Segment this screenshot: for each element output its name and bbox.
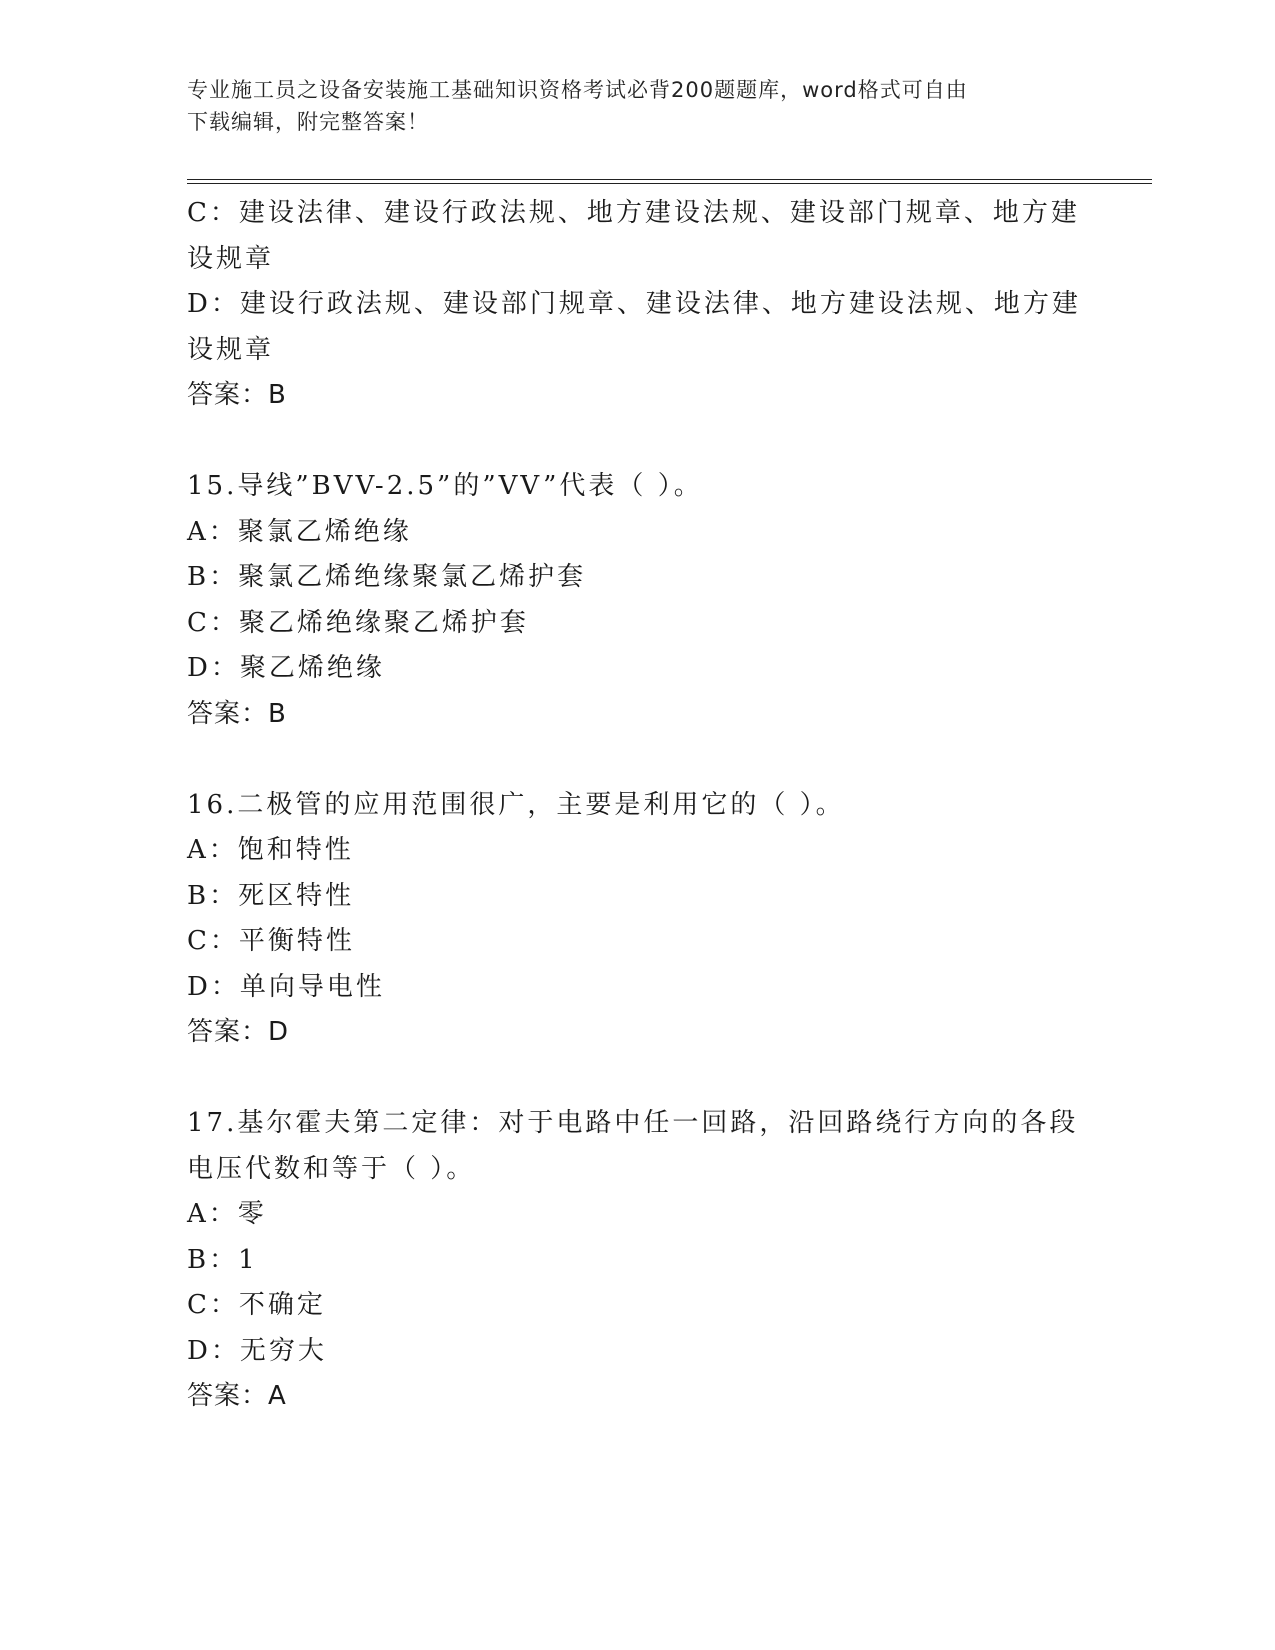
- question-16: [187, 783, 1087, 1056]
- spacer: [187, 419, 1087, 465]
- option-d: D：单向导电性: [187, 971, 385, 1002]
- question-text: 16.二极管的应用范围很广，主要是利用它的（ ）。: [187, 789, 845, 820]
- option-c: C：平衡特性: [187, 926, 355, 956]
- option-c: C：聚乙烯绝缘聚乙烯护套: [187, 607, 529, 638]
- header-divider-bottom: [187, 183, 1152, 184]
- option-b: B：1: [187, 1244, 258, 1275]
- question-text-line-2: 电压代数和等于（ ）。: [187, 1153, 476, 1184]
- option-d: D：聚乙烯绝缘: [187, 653, 385, 683]
- header-line-2: 下载编辑，附完整答案！: [187, 110, 429, 134]
- option-d: D：无穷大: [187, 1335, 327, 1366]
- option-b: B：聚氯乙烯绝缘聚氯乙烯护套: [187, 562, 587, 592]
- option-c-line-1: C：建设法律、建设行政法规、地方建设法规、建设部门规章、地方建: [187, 198, 1080, 228]
- header-divider-top: [187, 179, 1152, 180]
- question-text: 15.导线”BVV-2.5”的”VV”代表（ ）。: [187, 471, 703, 501]
- document-header: [187, 74, 1087, 138]
- question-content: [187, 191, 1087, 1420]
- question-17: [187, 1101, 1087, 1420]
- header-line-1: 专业施工员之设备安装施工基础知识资格考试必背200题题库，word格式可自由: [187, 78, 968, 102]
- question-14-tail: [187, 191, 1087, 419]
- option-d-line-1: D：建设行政法规、建设部门规章、建设法律、地方建设法规、地方建: [187, 289, 1081, 319]
- option-a: A：零: [187, 1199, 267, 1229]
- spacer: [187, 737, 1087, 783]
- option-c: C：不确定: [187, 1290, 326, 1320]
- option-b: B：死区特性: [187, 880, 355, 911]
- option-a: A：聚氯乙烯绝缘: [187, 516, 412, 547]
- option-a: A：饱和特性: [187, 835, 354, 865]
- answer: 答案：A: [187, 1381, 287, 1411]
- option-c-line-2: 设规章: [187, 243, 275, 274]
- option-d-line-2: 设规章: [187, 334, 275, 365]
- question-15: [187, 464, 1087, 737]
- question-text-line-1: 17.基尔霍夫第二定律：对于电路中任一回路，沿回路绕行方向的各段: [187, 1108, 1079, 1138]
- answer: 答案：B: [187, 380, 287, 410]
- answer: 答案：B: [187, 698, 287, 729]
- answer: 答案：D: [187, 1017, 290, 1047]
- spacer: [187, 1056, 1087, 1102]
